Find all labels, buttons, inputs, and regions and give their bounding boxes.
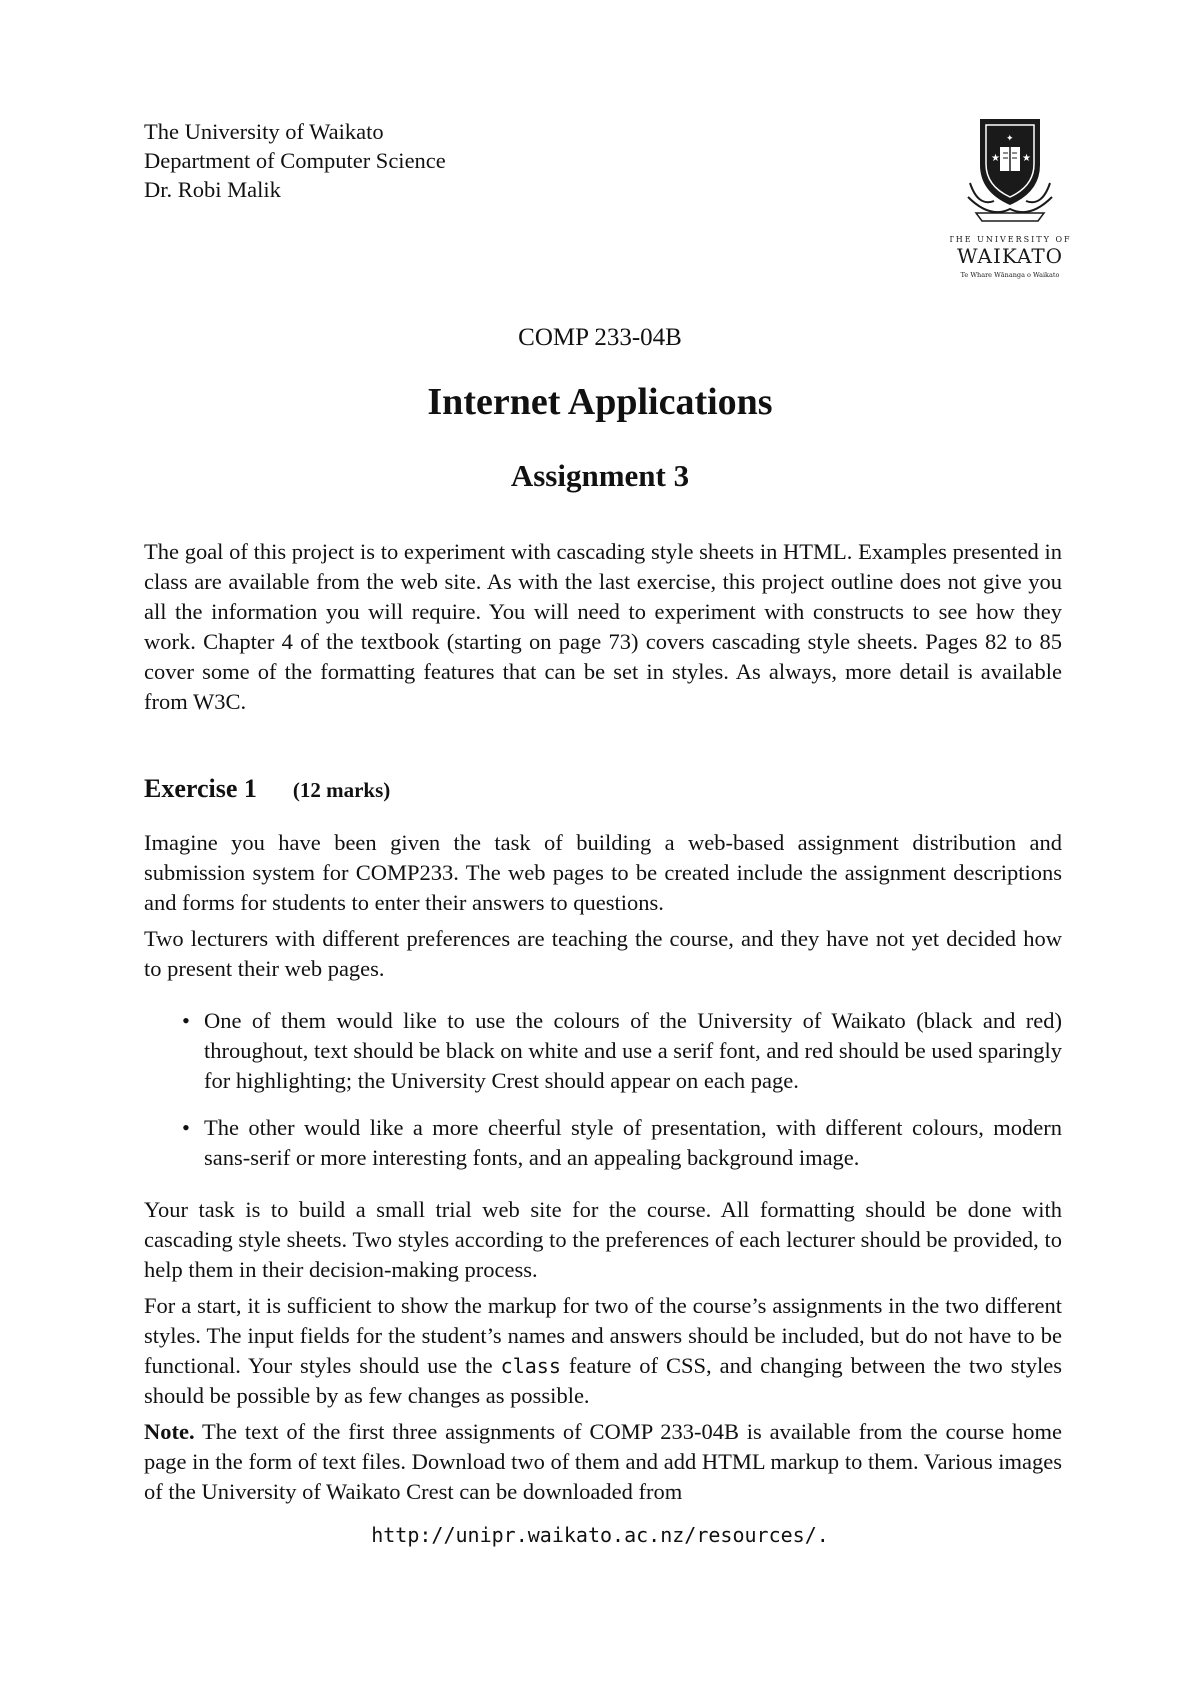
intro-section: [144, 537, 1062, 723]
paragraph-4-end: feature of CSS, and changing between the two styles should be possible by as few changes as possible.: [144, 1353, 1062, 1408]
course-code: COMP 233-04B: [518, 324, 682, 351]
exercise-paragraph-1: Imagine you have been given the task of building a web-based assignment distribution and submission system for COMP233. The web pages to be created include the assignment descriptions and forms for students to enter their answers to questions.: [144, 830, 1062, 915]
exercise-paragraph-4: [144, 1291, 1062, 1411]
bullet-icon: •: [182, 1008, 190, 1033]
exercise-title: Exercise 1: [144, 774, 257, 803]
list-item-text: The other would like a more cheerful style of presentation, with different colours, modern sans-serif or more interesting fonts, and an appealing background image.: [204, 1115, 1062, 1170]
exercise-paragraph-2: Two lecturers with different preferences are teaching the course, and they have not yet decided how to present their web pages.: [144, 926, 1062, 981]
svg-text:★: ★: [991, 153, 1000, 164]
preferences-list: [144, 1006, 1062, 1173]
svg-text:★: ★: [1022, 153, 1031, 164]
note-paragraph: [144, 1417, 1062, 1507]
class-code: class: [500, 1354, 561, 1378]
exercise-body: [144, 828, 1062, 1513]
crest-line2: WAIKATO: [956, 244, 1064, 268]
bullet-icon: •: [182, 1115, 190, 1140]
exercise-marks: (12 marks): [292, 778, 391, 802]
author-name: Dr. Robi Malik: [144, 177, 281, 202]
list-item: [144, 1113, 1062, 1173]
crest-line3: Te Whare Wānanga o Waikato: [960, 271, 1060, 279]
resources-url: http://unipr.waikato.ac.nz/resources/.: [371, 1523, 829, 1547]
assignment-subtitle: Assignment 3: [510, 458, 690, 493]
document-header: [144, 117, 446, 204]
paragraph-4-start: For a start, it is sufficient to show the markup for two of the course’s assignments in the two different styles. The input fields for the student’s names and answers should be included, but do not have to be functional. Your styles should use the: [144, 1293, 1062, 1378]
page-title: Internet Applications: [427, 381, 773, 423]
svg-text:✦: ✦: [1006, 134, 1014, 144]
note-label: Note.: [144, 1419, 195, 1444]
crest-icon: [950, 117, 1070, 287]
intro-paragraph: The goal of this project is to experiment with cascading style sheets in HTML. Examples presented in class are available from the web site. As with the last exercise, this project outline does not give you all the information you will require. You will need to experiment with constructs to see how they work. Chapter 4 of the textbook (starting on page 73) covers cascading style sheets. Pages 82 to 85 cover some of the formatting features that can be set in styles. As always, more detail is available from W3C.: [144, 539, 1062, 714]
exercise-heading: [144, 774, 390, 805]
university-crest-logo: [950, 117, 1070, 287]
note-text: The text of the first three assignments of COMP 233-04B is available from the course home page in the form of text files. Download two of them and add HTML markup to them. Various images of the University of Waikato Crest can be downloaded from: [144, 1419, 1062, 1504]
list-item-text: One of them would like to use the colours of the University of Waikato (black and red) throughout, text should be black on white and use a serif font, and red should be used sparingly for highlighting; the University Crest should appear on each page.: [204, 1008, 1062, 1093]
university-name: The University of Waikato: [144, 119, 384, 144]
crest-line1: THE UNIVERSITY OF: [950, 235, 1070, 244]
exercise-paragraph-3: Your task is to build a small trial web site for the course. All formatting should be done with cascading style sheets. Two styles according to the preferences of each lecturer should be provided, to help them in their decision-making process.: [144, 1197, 1062, 1282]
department-name: Department of Computer Science: [144, 148, 446, 173]
list-item: [144, 1006, 1062, 1096]
